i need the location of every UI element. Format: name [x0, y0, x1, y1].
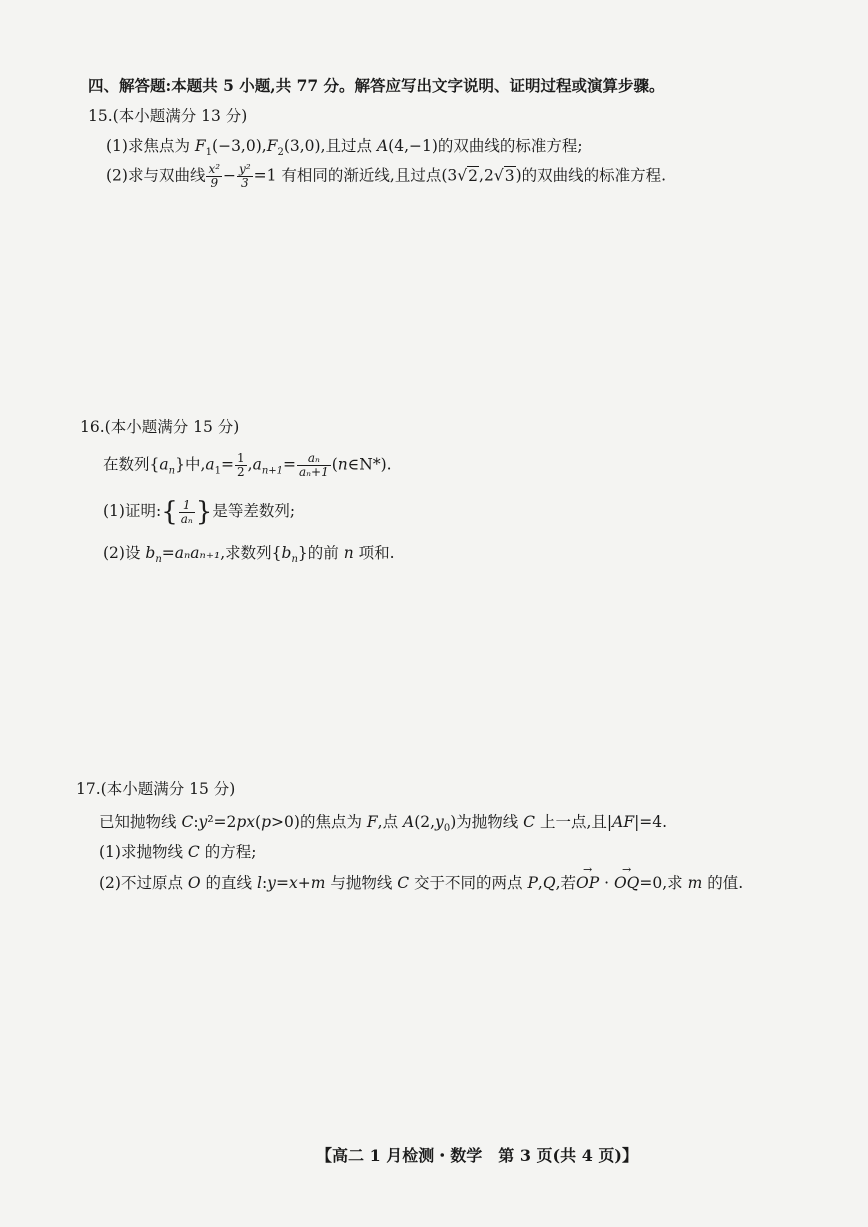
- brace: }: [195, 497, 213, 527]
- denominator: aₙ+1: [299, 465, 329, 479]
- var: y: [435, 813, 444, 831]
- vector-op: [576, 863, 600, 892]
- sub: n: [155, 554, 162, 566]
- numerator: 1: [179, 499, 195, 513]
- var: y: [198, 813, 208, 831]
- text: ,2: [479, 166, 494, 185]
- vector-arrow-icon: →: [622, 863, 632, 876]
- var: F: [366, 813, 378, 831]
- q15-part2: (2)求与双曲线 $\frac{\text{x²}}{9}$ − $\frac{\text{y²}}{3}$ =1 有相同的渐近线,且过点(3√2,2√3)的双曲线的标准方程.: [106, 162, 667, 190]
- text: (: [331, 455, 338, 474]
- sub: 1: [214, 465, 221, 477]
- text: (4,−1)的双曲线的标准方程;: [388, 137, 583, 155]
- fraction: [237, 163, 253, 190]
- text: 已知抛物线: [99, 813, 182, 831]
- text: >0)的焦点为: [271, 813, 367, 831]
- text: 是等差数列;: [212, 502, 296, 520]
- var: x: [288, 874, 298, 892]
- section-heading: 四、解答题:本题共 5 小题,共 77 分。解答应写出文字说明、证明过程或演算步骤。: [88, 76, 665, 95]
- q15-header: 15.(本小题满分 13 分): [88, 107, 248, 125]
- var: C: [397, 874, 410, 892]
- fraction: [206, 163, 222, 190]
- numerator: aₙ: [297, 452, 331, 466]
- text: =1 有相同的渐近线,且过点(3: [253, 166, 458, 185]
- var: a: [252, 455, 262, 474]
- text: (−3,0),: [212, 137, 267, 155]
- sub: 0: [443, 823, 451, 835]
- text: ,: [247, 455, 253, 474]
- text: }中,: [175, 455, 206, 474]
- text: 项和.: [353, 544, 395, 562]
- sub: n: [291, 554, 298, 566]
- text: =: [275, 874, 289, 892]
- denominator: 9: [210, 176, 219, 190]
- var: Q: [542, 874, 556, 892]
- text: (2)求与双曲线: [106, 166, 206, 185]
- q16-part2: [103, 541, 395, 565]
- vector-arrow-icon: →: [582, 863, 593, 876]
- expr: aₙaₙ₊₁: [174, 544, 221, 562]
- var: O: [187, 874, 201, 892]
- text: ,: [537, 874, 543, 892]
- var: C: [187, 843, 200, 861]
- radicand: 2: [468, 166, 479, 185]
- q16-part1: [103, 497, 295, 527]
- text: (: [255, 813, 262, 831]
- var: n: [337, 455, 348, 474]
- var: OQ: [613, 874, 640, 892]
- text: )为抛物线: [450, 813, 524, 831]
- var: y: [267, 874, 276, 892]
- q17-header: 17.(本小题满分 15 分): [76, 780, 236, 798]
- var: l: [256, 874, 262, 892]
- sub: 1: [205, 147, 213, 159]
- text: =: [283, 455, 297, 474]
- var: px: [236, 813, 256, 831]
- text: ·: [599, 874, 614, 892]
- text: )的双曲线的标准方程.: [515, 166, 667, 185]
- q17-part2: [99, 863, 744, 893]
- text: =: [221, 455, 234, 474]
- text: (3,0),且过点: [283, 137, 377, 155]
- text: +: [297, 874, 311, 892]
- brace: {: [161, 497, 178, 527]
- text: :: [261, 874, 268, 892]
- denominator: 2: [237, 465, 245, 479]
- denominator: aₙ: [180, 511, 193, 526]
- text: (2)不过原点: [99, 874, 188, 892]
- var: a: [205, 455, 215, 474]
- text: 与抛物线: [325, 874, 398, 892]
- fraction: [179, 499, 195, 526]
- text: (1)证明:: [103, 502, 162, 520]
- text: ,求数列{: [220, 544, 282, 562]
- text: |=4.: [634, 813, 668, 831]
- text: ,点: [377, 813, 403, 831]
- text: }的前: [297, 544, 344, 562]
- var: C: [181, 813, 194, 831]
- var: b: [281, 544, 292, 562]
- vector-oq: [613, 863, 640, 892]
- text: 交于不同的两点: [409, 874, 528, 892]
- q16-header: 16.(本小题满分 15 分): [80, 418, 240, 436]
- q15-part1: [106, 134, 583, 158]
- numerator: x²: [208, 162, 221, 176]
- sub: n: [168, 465, 176, 477]
- text: :: [193, 813, 199, 831]
- sub: 2: [277, 147, 284, 159]
- var: b: [145, 544, 156, 562]
- var: A: [403, 813, 415, 831]
- var: n: [343, 544, 354, 562]
- text: (2)设: [103, 544, 146, 562]
- text: −: [223, 166, 237, 185]
- sub: n+1: [261, 465, 284, 477]
- var: OP: [576, 874, 600, 892]
- text: ,若: [555, 874, 577, 892]
- text: (2,: [414, 813, 436, 831]
- numerator: y²: [239, 162, 251, 176]
- text: (1)求焦点为: [106, 137, 195, 155]
- q17-part1: [99, 840, 256, 862]
- text: 的方程;: [199, 843, 257, 861]
- var: p: [261, 813, 272, 831]
- q16-stem: [103, 452, 392, 479]
- text: 的直线: [200, 874, 257, 892]
- var: F: [266, 137, 278, 155]
- var: m: [687, 874, 703, 892]
- radicand: 3: [504, 166, 515, 185]
- text: =: [161, 544, 175, 562]
- numerator: 1: [237, 451, 245, 465]
- q17-stem: [99, 810, 667, 834]
- fraction: [235, 452, 247, 479]
- var: F: [194, 137, 206, 155]
- page-footer: 【高二 1 月检测・数学 第 3 页(共 4 页)】: [316, 1146, 638, 1165]
- text: (1)求抛物线: [99, 843, 188, 861]
- var: A: [376, 137, 389, 155]
- var: AF: [612, 813, 635, 831]
- text: =0,求: [639, 874, 688, 892]
- fraction: [297, 452, 331, 479]
- text: ²=2: [207, 813, 237, 831]
- var: C: [523, 813, 536, 831]
- var: P: [527, 874, 538, 892]
- var: a: [159, 455, 169, 474]
- denominator: 3: [241, 176, 249, 190]
- text: 在数列{: [103, 455, 160, 474]
- text: 的值.: [702, 874, 744, 892]
- var: m: [310, 874, 326, 892]
- text: ∈N*).: [347, 455, 392, 474]
- text: 上一点,且|: [535, 813, 613, 831]
